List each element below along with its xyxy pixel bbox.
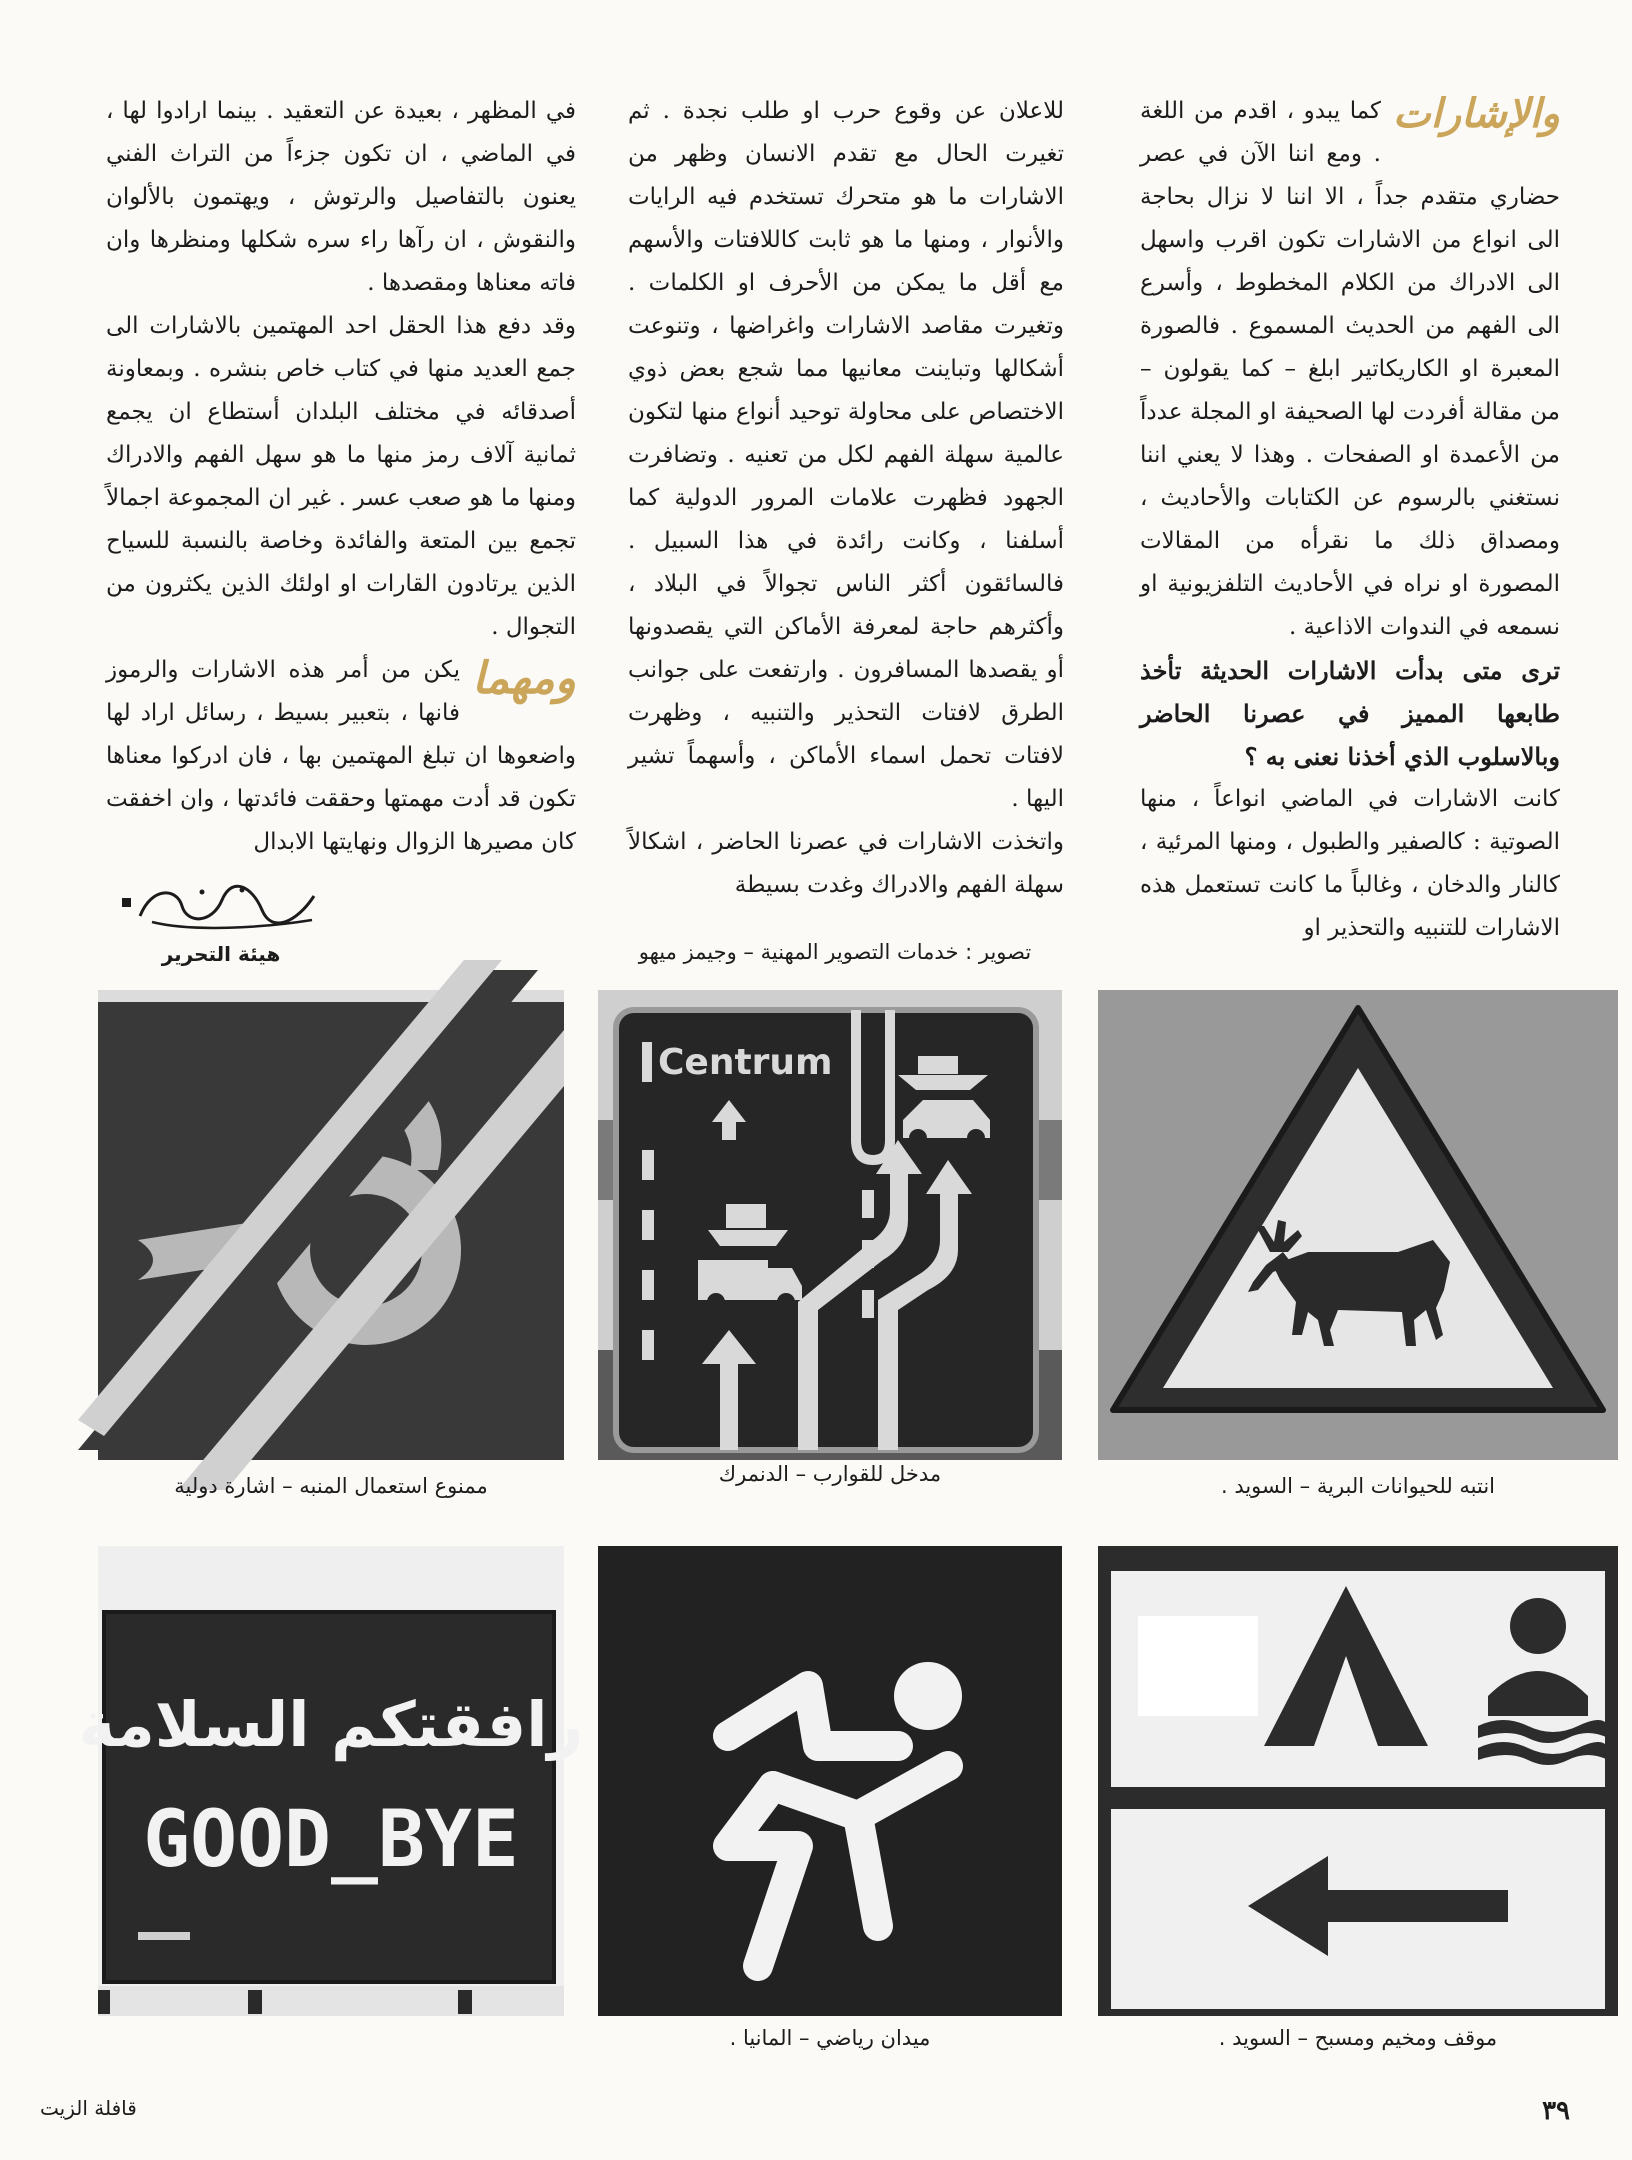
paragraph: كانت الاشارات في الماضي انواعاً ، منها الصوتية : كالصفير والطبول ، ومنها المرئية ، كالنار والدخان ، وغالباً ما كانت تستعمل هذه الاشارات للتنبيه والتحذير او [1140, 786, 1560, 941]
photo-caption: انتبه للحيوانات البرية – السويد . [1220, 1474, 1496, 1498]
photo-caption: ممنوع استعمال المنبه – اشارة دولية [174, 1474, 488, 1498]
paragraph: كما يبدو ، اقدم من اللغة . ومع اننا الآن في عصر حضاري متقدم جداً ، الا اننا لا نزال بحاجة الى انواع من الاشارات تكون اقرب واسهل الى الادراك من الكلام المخطوط ، وأسرع الى الفهم من الحديث المسموع . فالصورة المعبرة او الكاريكاتير ابلغ – كما يقولون – من مقالة أفردت لها الصحيفة او المجلة عدداً من الأعمدة او الصفحات . وهذا لا يعني اننا نستغني بالرسوم عن الكتابات والأحاديث ، ومصداق ذلك ما نقرأه من المقالات المصورة او نراه في الأحاديث التلفزيونية او نسمعه في الندوات الاذاعية . [1140, 98, 1560, 640]
paragraph: واتخذت الاشارات في عصرنا الحاضر ، اشكالاً سهلة الفهم والادراك وغدت بسيطة [628, 829, 1064, 898]
photo-caption: ميدان رياضي – المانيا . [729, 2026, 931, 2050]
photo-caption: مدخل للقوارب – الدنمرك [718, 1462, 942, 1486]
paragraph: للاعلان عن وقوع حرب او طلب نجدة . ثم تغيرت الحال مع تقدم الانسان وظهر من الاشارات ما هو متحرك تستخدم فيه الرايات والأنوار ، ومنها ما هو ثابت كاللافتات والأسهم مع أقل ما يمكن من الأحرف او الكلمات . وتغيرت مقاصد الاشارات واغراضها ، وتنوعت أشكالها وتباينت معانيها مما شجع بعض ذوي الاختصاص على محاولة توحيد أنواع منها لتكون عالمية سهلة الفهم لكل من تعنيه . وتضافرت الجهود فظهرت علامات المرور الدولية كما أسلفنا ، وكانت رائدة في هذا السبيل . فالسائقون أكثر الناس تجوالاً في البلاد ، وأكثرهم حاجة لمعرفة الأماكن التي يقصدونها أو يقصدها المسافرون . وارتفعت على جوانب الطرق لافتات التحذير والتنبيه ، وظهرت لافتات تحمل اسماء الأماكن ، وأسهماً تشير اليها . [628, 98, 1064, 812]
section-rubric: والإشارات [1392, 90, 1560, 137]
photo-goodbye-sign [78, 1546, 584, 2016]
question-heading: ترى متى بدأت الاشارات الحديثة تأخذ طابعها المميز في عصرنا الحاضر وبالاسلوب الذي أخذنا نعنى به ؟ [1140, 656, 1560, 771]
photo-centrum-sign [598, 990, 1062, 1460]
sign-text-arabic: رافقتكم السلامة [78, 1688, 584, 1761]
magazine-name: قافلة الزيت [40, 2096, 137, 2120]
photo-camping-sign [1098, 1546, 1618, 2016]
photo-credit: تصوير : خدمات التصوير المهنية – وجيمز ميهو [638, 940, 1032, 964]
sign-text-english: GOOD_BYE [143, 1795, 519, 1885]
page-number: ٣٩ [1542, 2096, 1570, 2126]
photo-moose-sign [1098, 990, 1618, 1460]
paragraph: وقد دفع هذا الحقل احد المهتمين بالاشارات الى جمع العديد منها في كتاب خاص بنشره . وبمعاونة أصدقائه في مختلف البلدان أستطاع ان يجمع ثمانية آلاف رمز منها ما هو سهل الفهم والادراك ومنها ما هو صعب عسر . غير ان المجموعة اجمالاً تجمع بين المتعة والفائدة وخاصة بالنسبة للسياح الذين يرتادون القارات او اولئك الذين يكثرون من التجوال . [106, 313, 576, 640]
paragraph: في المظهر ، بعيدة عن التعقيد . بينما ارادوا لها ، في الماضي ، ان تكون جزءاً من التراث الفني يعنون بالتفاصيل والرتوش ، ويهتمون بالألوان والنقوش ، ان رآها راء سره شكلها ومنظرها وان فاته معناها ومقصدها . [106, 98, 576, 296]
paragraph: ومهما يكن من أمر هذه الاشارات والرموز فانها ، بتعبير بسيط ، رسائل اراد لها واضعوها ان تبلغ المهتمين بها ، فان ادركوا معناها تكون قد أدت مهمتها وحققت فائدتها ، وان اخفقت كان مصيرها الزوال ونهايتها الابدال [106, 649, 576, 864]
section-rubric-2: ومهما [472, 653, 576, 704]
sign-text-centrum: Centrum [658, 1042, 833, 1083]
photo-sport-sign [598, 1546, 1062, 2016]
article-column-middle [628, 90, 1064, 910]
runner-head-icon [894, 1662, 962, 1730]
photo-horn-sign [98, 990, 564, 1460]
photo-caption: موقف ومخيم ومسبح – السويد . [1218, 2026, 1498, 2050]
editor-credit: هيئة التحرير [161, 942, 281, 966]
article-column-right [1140, 90, 1560, 941]
article-column-left [106, 90, 576, 910]
author-signature [122, 876, 320, 936]
